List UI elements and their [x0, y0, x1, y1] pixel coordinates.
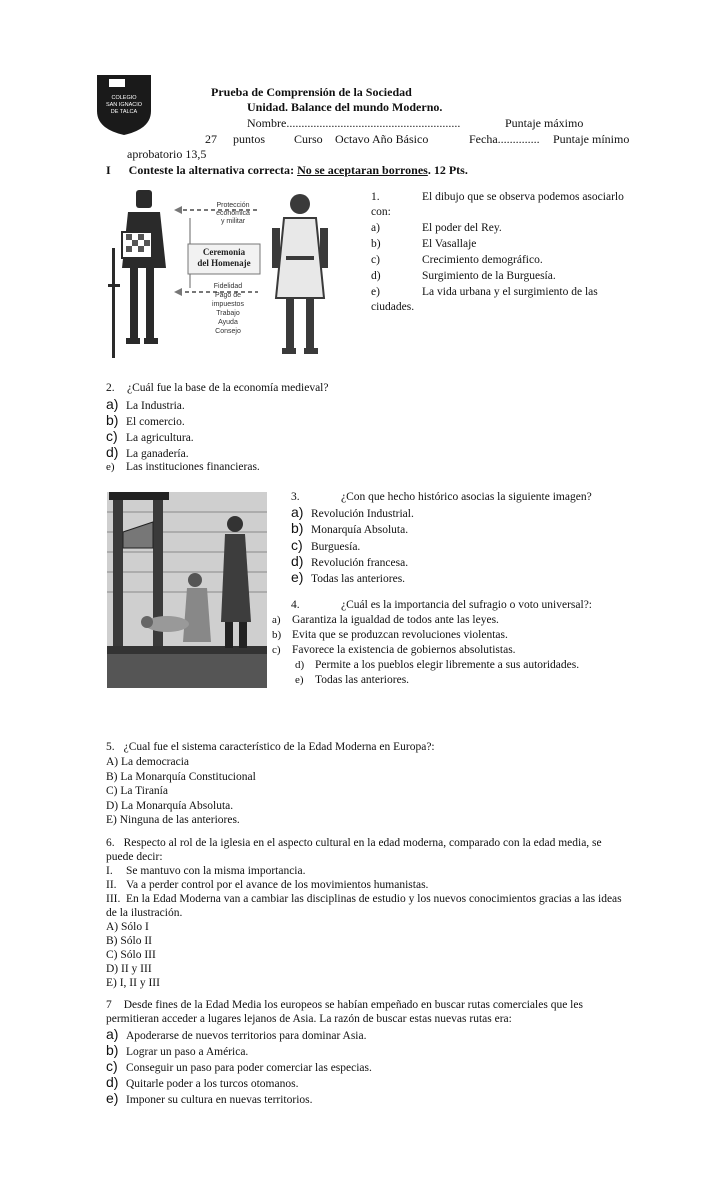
min-score-label: Puntaje mínimo [553, 132, 630, 146]
section-instruction: Conteste la alternativa correcta [128, 163, 291, 177]
homage-center-text: Ceremonia del Homenaje [197, 247, 251, 268]
crest-line-3: DE TALCA [110, 109, 138, 115]
q1-option-letter: c) [371, 254, 380, 266]
q1-text-cont: con: [371, 206, 391, 218]
q6-question-cont: puede decir: [106, 851, 163, 863]
school-crest [95, 73, 153, 137]
homage-top-text: Protección económica y militar [216, 202, 250, 225]
q1-option-d[interactable]: Surgimiento de la Burguesía. [422, 270, 556, 282]
q7-option-c[interactable]: c) Conseguir un paso para poder comerciar las especias. [106, 1058, 372, 1074]
q2-option-b[interactable]: b) El comercio. [106, 412, 185, 428]
q4-option-b[interactable]: b) Evita que se produzcan revoluciones violentas. [272, 629, 508, 641]
q1-option-c[interactable]: Crecimiento demográfico. [422, 254, 543, 266]
q7-question-cont: permitieran acceder a lugares lejanos de Asia. La razón de buscar estas nuevas rutas era: [106, 1013, 512, 1025]
q6-statement-2: II. Va a perder control por el avance de los movimientos humanistas. [106, 879, 429, 891]
section-colon: : [290, 163, 295, 177]
q1-option-a[interactable]: El poder del Rey. [422, 222, 502, 234]
q2-text: ¿Cuál fue la base de la economía medieval? [127, 382, 329, 394]
pass-threshold: aprobatorio 13,5 [127, 147, 207, 161]
q7-option-e[interactable]: e) Imponer su cultura en nuevas territorios. [106, 1090, 313, 1106]
q4-text: ¿Cuál es la importancia del sufragio o voto universal?: [341, 599, 593, 611]
crest-line-1: COLEGIO [111, 95, 137, 101]
q4-option-a[interactable]: a) Garantiza la igualdad de todos ante las leyes. [272, 614, 499, 626]
q5-option-e[interactable]: E) Ninguna de las anteriores. [106, 814, 240, 826]
name-field: Nombre.......................................................... [247, 116, 461, 130]
q1-option-letter: a) [371, 222, 380, 234]
page-title: Prueba de Comprensión de la Sociedad [211, 85, 412, 99]
guillotine-illustration [107, 492, 267, 688]
q4-number: 4. [291, 599, 300, 611]
q6-statement-3-cont: de la ilustración. [106, 907, 183, 919]
q3-option-d[interactable]: d) Revolución francesa. [291, 553, 409, 569]
q3-option-b[interactable]: b) Monarquía Absoluta. [291, 520, 409, 536]
course-value: Octavo Año Básico [335, 132, 429, 146]
q1-option-b[interactable]: El Vasallaje [422, 238, 477, 250]
q7-option-d[interactable]: d) Quitarle poder a los turcos otomanos. [106, 1074, 299, 1090]
q2-option-e[interactable]: e) Las instituciones financieras. [106, 461, 260, 473]
q3-number: 3. [291, 491, 300, 503]
q3-option-c[interactable]: c) Burguesía. [291, 537, 361, 553]
q6-statement-3: III. En la Edad Moderna van a cambiar las disciplinas de estudio y los nuevos conocimientos gracias a las ideas [106, 893, 622, 905]
q6-question: 6. Respecto al rol de la iglesia en el aspecto cultural en la edad moderna, comparado con la edad media, se [106, 837, 602, 849]
points-value: 27 [205, 132, 217, 146]
q6-option-a[interactable]: A) Sólo I [106, 921, 149, 933]
q1-option-letter: b) [371, 238, 381, 250]
q7-question: 7 Desde fines de la Edad Media los europeos se habían empeñado en buscar rutas comerciales que les [106, 999, 583, 1011]
q5-option-b[interactable]: B) La Monarquía Constitucional [106, 771, 256, 783]
section-warning: No se aceptaran borrones [297, 163, 428, 177]
q3-option-e[interactable]: e) Todas las anteriores. [291, 569, 406, 585]
q1-option-e[interactable]: La vida urbana y el surgimiento de las [422, 286, 598, 298]
q5-option-c[interactable]: C) La Tiranía [106, 785, 168, 797]
unit-title: Unidad. Balance del mundo Moderno. [247, 100, 443, 114]
points-label: puntos [233, 132, 266, 146]
q5-option-d[interactable]: D) La Monarquía Absoluta. [106, 800, 234, 812]
date-field: Fecha.............. [469, 132, 540, 146]
q6-option-c[interactable]: C) Sólo III [106, 949, 156, 961]
section-heading [106, 163, 468, 178]
q1-option-letter: e) [371, 286, 380, 298]
q5-option-a[interactable]: A) La democracia [106, 756, 190, 768]
q3-text: ¿Con que hecho histórico asocias la siguiente imagen? [341, 491, 592, 503]
q4-option-c[interactable]: c) Favorece la existencia de gobiernos absolutistas. [272, 644, 516, 656]
q6-statement-1: I. Se mantuvo con la misma importancia. [106, 865, 306, 877]
q6-option-b[interactable]: B) Sólo II [106, 935, 152, 947]
q3-option-a[interactable]: a) Revolución Industrial. [291, 504, 414, 520]
homage-ceremony-illustration [108, 188, 348, 370]
max-score-label: Puntaje máximo [505, 116, 584, 130]
section-numeral: I [106, 163, 111, 177]
q2-number: 2. [106, 382, 115, 394]
homage-bottom-text: Fidelidad Pago de impuestos Trabajo Ayuda Consejo [212, 283, 244, 335]
q2-option-d[interactable]: d) La ganadería. [106, 444, 189, 460]
course-label: Curso [294, 132, 323, 146]
q6-option-d[interactable]: D) II y III [106, 963, 152, 975]
crest-line-2: SAN IGNACIO [105, 102, 143, 108]
q2-option-a[interactable]: a) La Industria. [106, 396, 185, 412]
q1-number: 1. [371, 191, 380, 203]
q5-question: 5. ¿Cual fue el sistema característico de la Edad Moderna en Europa?: [106, 741, 435, 753]
q7-option-b[interactable]: b) Lograr un paso a América. [106, 1042, 249, 1058]
q4-option-d[interactable]: d) Permite a los pueblos elegir libremente a sus autoridades. [295, 659, 580, 671]
q4-option-e[interactable]: e) Todas las anteriores. [295, 674, 410, 686]
section-points: . 12 Pts. [427, 163, 468, 177]
q1-text: El dibujo que se observa podemos asociarlo [422, 191, 624, 203]
q6-option-e[interactable]: E) I, II y III [106, 977, 160, 989]
q7-option-a[interactable]: a) Apoderarse de nuevos territorios para dominar Asia. [106, 1026, 367, 1042]
q1-option-letter: d) [371, 270, 381, 282]
q1-option-e-cont: ciudades. [371, 301, 415, 313]
q2-option-c[interactable]: c) La agricultura. [106, 428, 194, 444]
